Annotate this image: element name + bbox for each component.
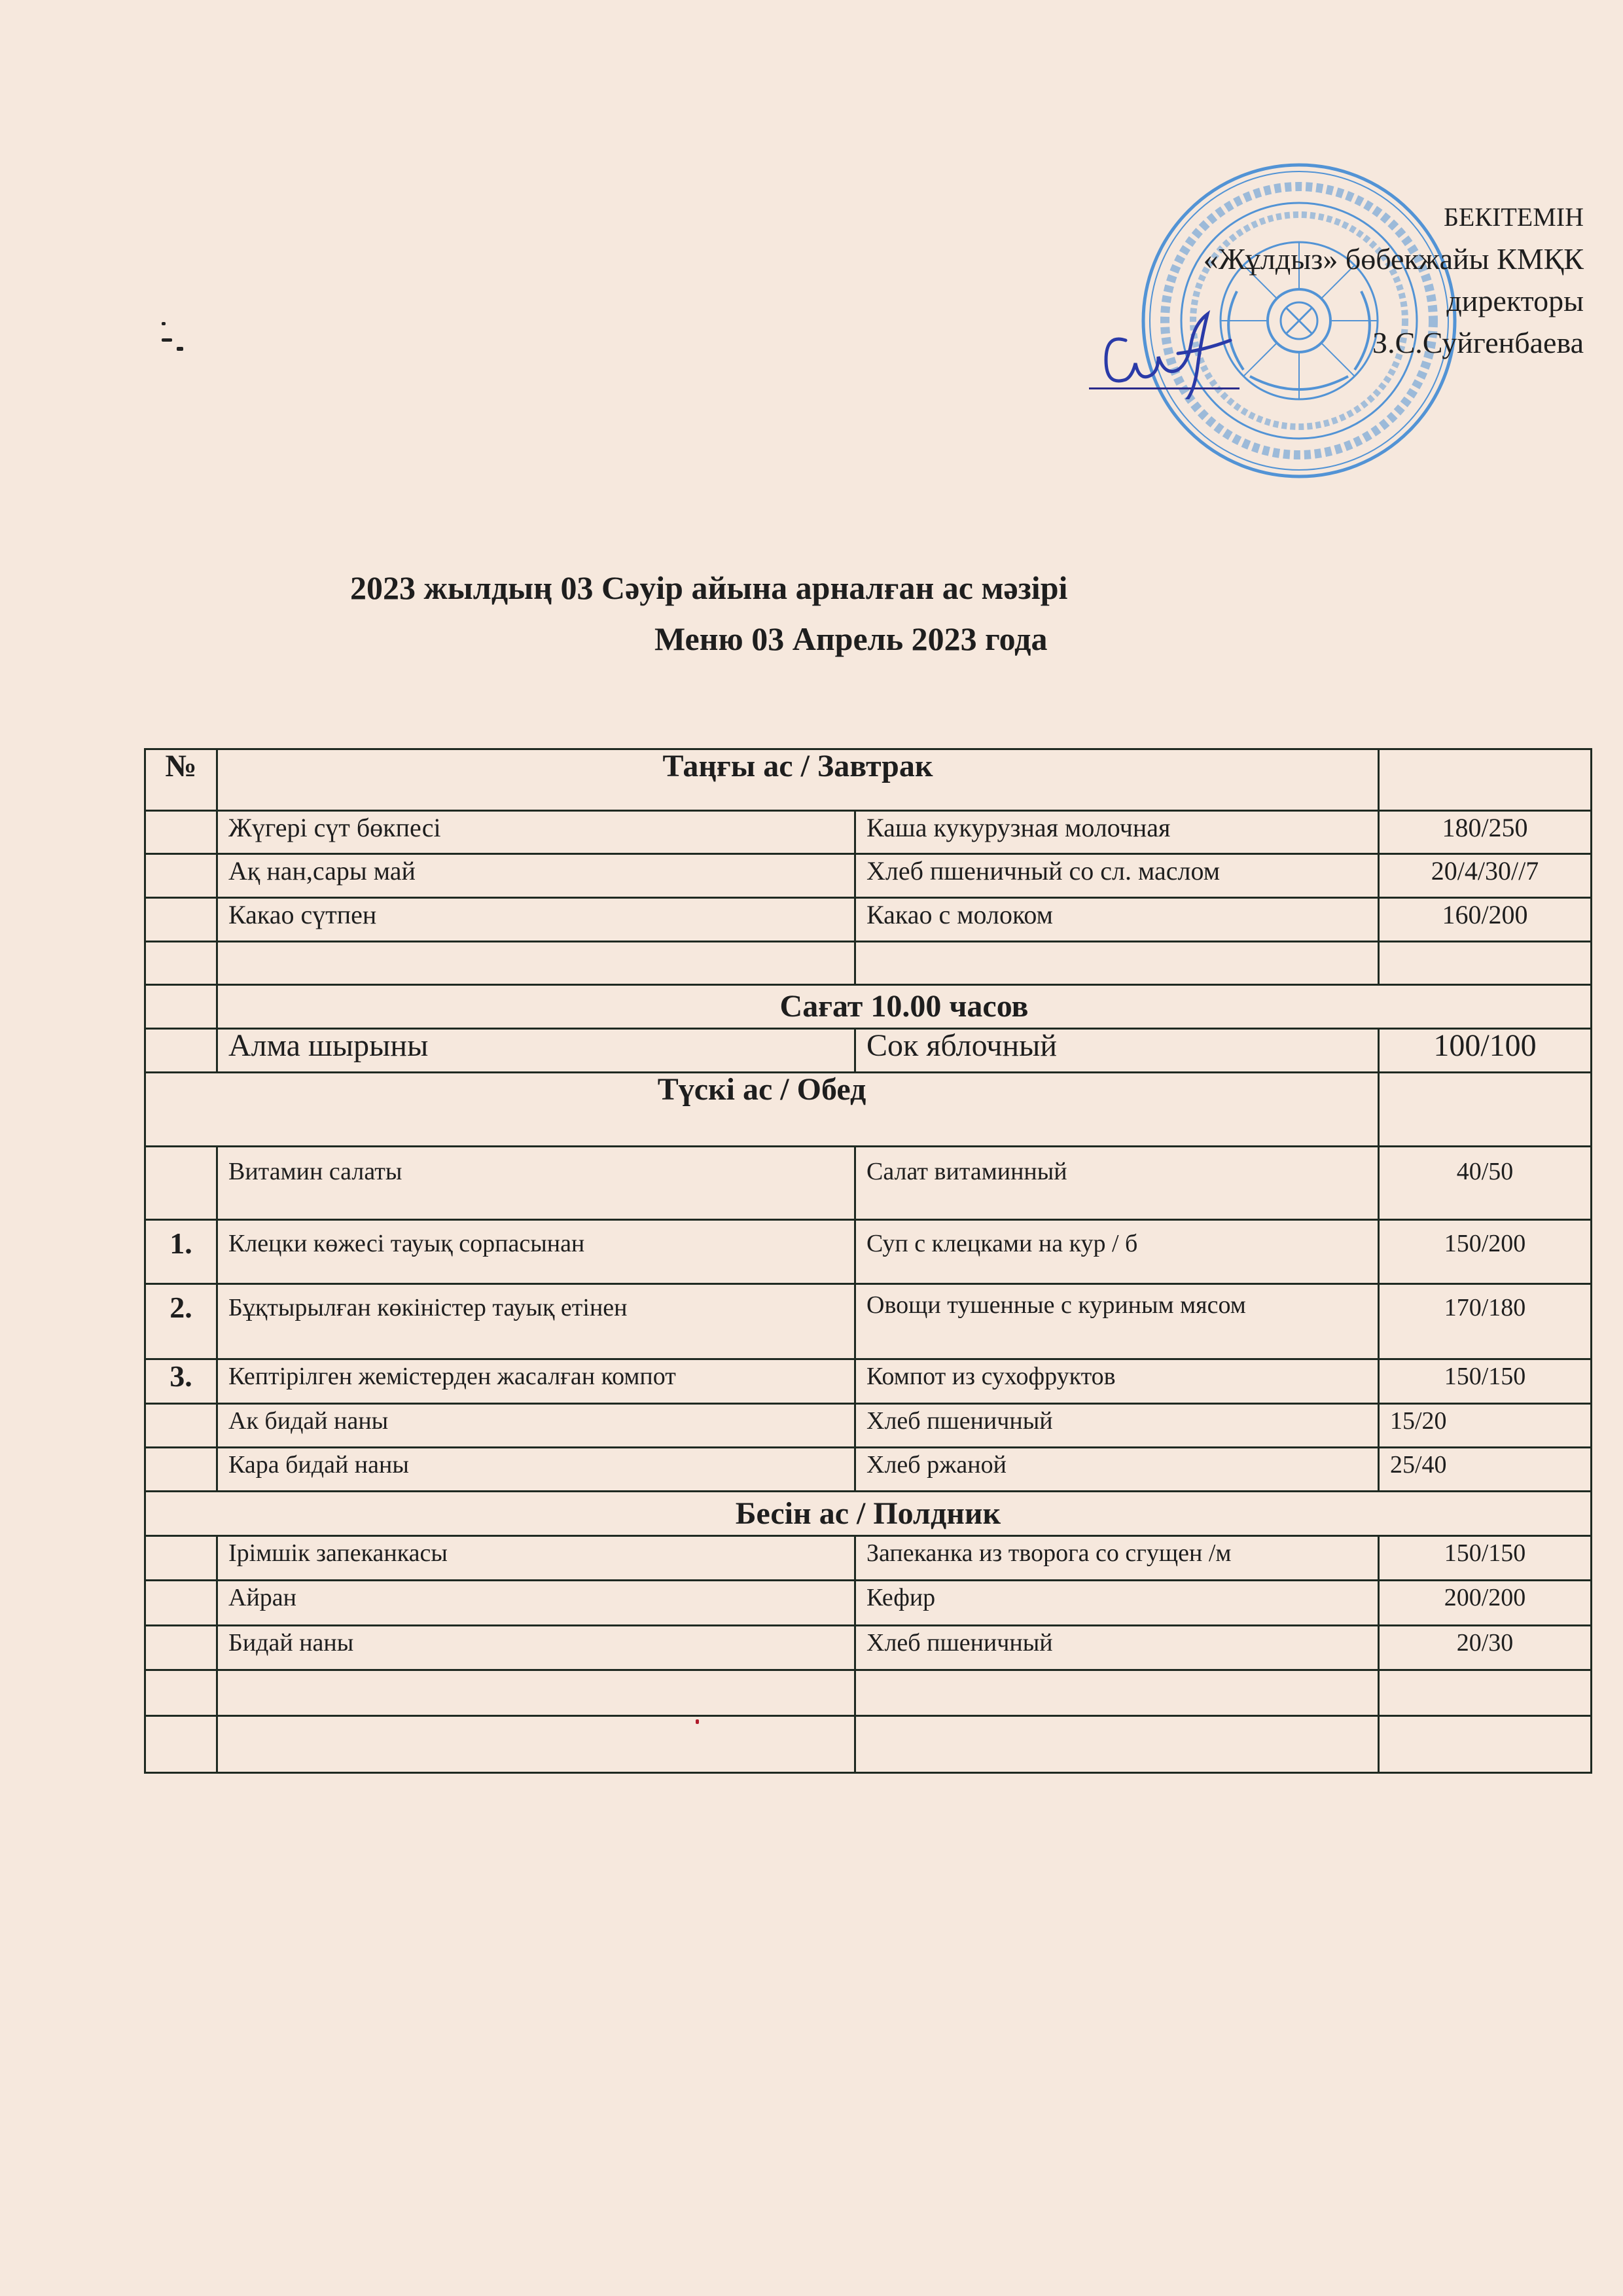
portion: 150/150	[1379, 1359, 1592, 1404]
empty-cell	[855, 1716, 1379, 1773]
portion: 15/20	[1379, 1404, 1592, 1448]
afternoon-header: Бесін ас / Полдник	[145, 1492, 1592, 1536]
page-title-russian: Меню 03 Апрель 2023 года	[654, 620, 1048, 657]
portion: 20/4/30//7	[1379, 854, 1592, 898]
dish-kazakh: Какао сүтпен	[217, 898, 855, 942]
approval-heading: БЕКІТЕМІН	[1443, 202, 1584, 232]
scan-speck	[162, 322, 166, 325]
empty-cell	[1379, 942, 1592, 985]
row-number	[145, 898, 217, 942]
portion: 25/40	[1379, 1448, 1592, 1492]
table-row	[145, 1359, 1592, 1404]
portion: 150/150	[1379, 1536, 1592, 1581]
dish-kazakh: Ақ нан,сары май	[217, 854, 855, 898]
row-number: 2.	[145, 1284, 217, 1359]
empty-cell	[855, 942, 1379, 985]
table-row	[145, 1536, 1592, 1581]
dish-kazakh: Витамин салаты	[217, 1147, 855, 1220]
menu-table	[144, 748, 1592, 1774]
empty-cell	[145, 1716, 217, 1773]
snack-header-row	[145, 985, 1592, 1029]
scan-speck	[177, 347, 183, 351]
portion: 200/200	[1379, 1581, 1592, 1626]
approval-position: директоры	[1446, 284, 1584, 317]
lunch-header-row	[145, 1073, 1592, 1147]
dish-russian: Каша кукурузная молочная	[855, 811, 1379, 854]
page-title-kazakh: 2023 жылдың 03 Сәуір айына арналған ас мәзірі	[350, 569, 1068, 606]
empty-cell	[145, 1029, 217, 1073]
dish-russian: Хлеб пшеничный	[855, 1626, 1379, 1670]
portion: 180/250	[1379, 811, 1592, 854]
empty-cell	[217, 1670, 855, 1716]
table-row	[145, 854, 1592, 898]
afternoon-header-row	[145, 1492, 1592, 1536]
portion: 20/30	[1379, 1626, 1592, 1670]
dish-russian: Хлеб пшеничный со сл. маслом	[855, 854, 1379, 898]
portion: 40/50	[1379, 1147, 1592, 1220]
table-row	[145, 1404, 1592, 1448]
dish-russian: Хлеб пшеничный	[855, 1404, 1379, 1448]
empty-cell	[1379, 749, 1592, 811]
director-signature	[1099, 308, 1270, 399]
empty-cell	[217, 1716, 855, 1773]
dish-kazakh: Кара бидай наны	[217, 1448, 855, 1492]
dish-kazakh: Алма шырыны	[217, 1029, 855, 1073]
dish-russian: Сок яблочный	[855, 1029, 1379, 1073]
portion: 160/200	[1379, 898, 1592, 942]
dish-kazakh: Бидай наны	[217, 1626, 855, 1670]
portion: 170/180	[1379, 1284, 1592, 1359]
dish-kazakh: Бұқтырылған көкіністер тауық етінен	[217, 1284, 855, 1359]
number-header: №	[145, 749, 217, 811]
dish-kazakh: Кептірілген жемістерден жасалған компот	[217, 1359, 855, 1404]
row-number	[145, 1147, 217, 1220]
row-number: 3.	[145, 1359, 217, 1404]
row-number	[145, 1404, 217, 1448]
row-number: 1.	[145, 1220, 217, 1284]
approval-organization: «Жұлдыз» бөбекжайы КМҚК	[1203, 242, 1584, 276]
portion: 150/200	[1379, 1220, 1592, 1284]
empty-cell	[145, 1670, 217, 1716]
dish-russian: Какао с молоком	[855, 898, 1379, 942]
table-row	[145, 898, 1592, 942]
empty-cell	[145, 942, 217, 985]
portion: 100/100	[1379, 1029, 1592, 1073]
dish-kazakh: Клецки көжесі тауық сорпасынан	[217, 1220, 855, 1284]
empty-cell	[217, 942, 855, 985]
approval-name: З.С.Суйгенбаева	[1372, 326, 1584, 359]
table-row	[145, 1284, 1592, 1359]
row-number	[145, 1626, 217, 1670]
table-row	[145, 1029, 1592, 1073]
row-number	[145, 811, 217, 854]
table-row-empty	[145, 1670, 1592, 1716]
dish-russian: Хлеб ржаной	[855, 1448, 1379, 1492]
dish-russian: Салат витаминный	[855, 1147, 1379, 1220]
table-row	[145, 811, 1592, 854]
row-number	[145, 1536, 217, 1581]
dish-kazakh: Ак бидай наны	[217, 1404, 855, 1448]
table-row	[145, 1626, 1592, 1670]
row-number	[145, 854, 217, 898]
breakfast-header: Таңғы ас / Завтрак	[217, 749, 1379, 811]
table-row	[145, 1147, 1592, 1220]
table-row	[145, 1448, 1592, 1492]
dish-russian: Суп с клецками на кур / б	[855, 1220, 1379, 1284]
dish-russian: Запеканка из творога со сгущен /м	[855, 1536, 1379, 1581]
approval-block	[995, 196, 1584, 364]
dish-russian: Овощи тушенные с куриным мясом	[855, 1284, 1379, 1359]
table-row	[145, 1581, 1592, 1626]
table-header-row	[145, 749, 1592, 811]
dish-russian: Компот из сухофруктов	[855, 1359, 1379, 1404]
empty-cell	[145, 985, 217, 1029]
lunch-header: Түскі ас / Обед	[145, 1073, 1379, 1147]
snack-header: Сағат 10.00 часов	[217, 985, 1592, 1029]
table-row-empty	[145, 1716, 1592, 1773]
dish-kazakh: Ірімшік запеканкасы	[217, 1536, 855, 1581]
dish-kazakh: Айран	[217, 1581, 855, 1626]
table-row	[145, 1220, 1592, 1284]
empty-cell	[1379, 1716, 1592, 1773]
row-number	[145, 1581, 217, 1626]
row-number	[145, 1448, 217, 1492]
empty-cell	[1379, 1073, 1592, 1147]
dish-russian: Кефир	[855, 1581, 1379, 1626]
empty-cell	[855, 1670, 1379, 1716]
empty-cell	[1379, 1670, 1592, 1716]
dish-kazakh: Жүгері сүт бөкпесі	[217, 811, 855, 854]
table-row-empty	[145, 942, 1592, 985]
scan-speck	[162, 338, 172, 342]
